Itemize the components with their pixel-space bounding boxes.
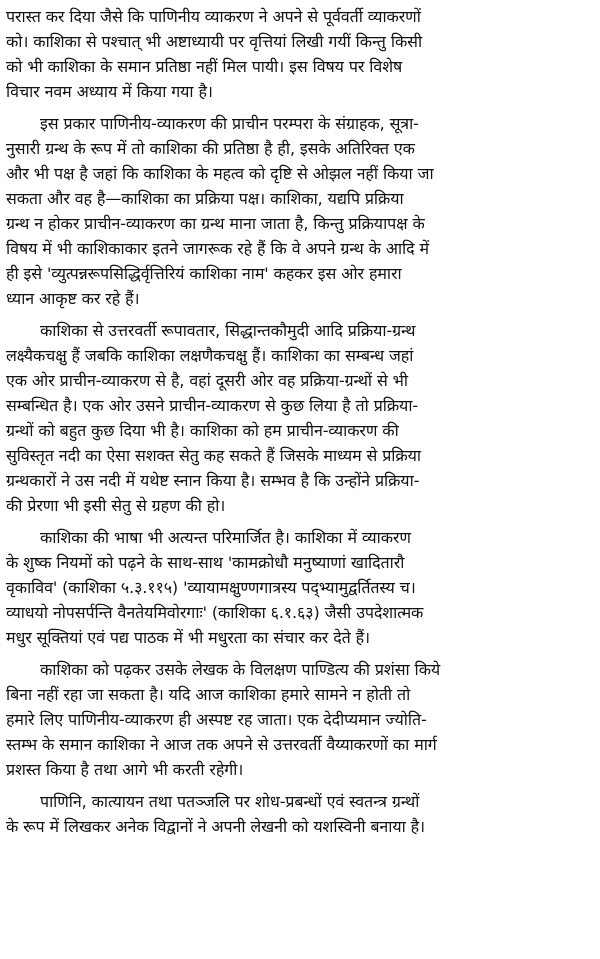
- text-line: परास्त कर दिया जैसे कि पाणिनीय व्याकरण ने अपने से पूर्ववर्ती व्याकरणों: [6, 7, 421, 26]
- text-line: काशिका को पढ़कर उसके लेखक के विलक्षण पाण्डित्य की प्रशंसा किये: [40, 660, 441, 679]
- text-line: व्याधयो नोपसर्पन्ति वैनतेयमिवोरगाः' (काशिका ६.१.६३) जैसी उपदेशात्मक: [6, 603, 424, 622]
- text-line: सकता और वह है—काशिका का प्रक्रिया पक्ष। काशिका, यद्यपि प्रक्रिया: [6, 189, 404, 208]
- paragraph-4: [6, 525, 594, 650]
- text-line: को। काशिका से पश्चात् भी अष्टाध्यायी पर वृत्तियां लिखी गयीं किन्तु किसी: [6, 32, 423, 51]
- paragraph-2: [6, 111, 594, 311]
- text-line: काशिका से उत्तरवर्ती रूपावतार, सिद्धान्तकौमुदी आदि प्रक्रिया-ग्रन्थ: [40, 321, 416, 340]
- paragraph-1: [6, 4, 594, 104]
- text-line: और भी पक्ष है जहां कि काशिका के महत्व को दृष्टि से ओझल नहीं किया जा: [6, 164, 434, 183]
- text-line: ग्रन्थ न होकर प्राचीन-व्याकरण का ग्रन्थ माना जाता है, किन्तु प्रक्रियापक्ष के: [6, 214, 425, 233]
- text-line: काशिका की भाषा भी अत्यन्त परिमार्जित है। काशिका में व्याकरण: [40, 528, 411, 547]
- paragraph-3: [6, 318, 594, 518]
- text-line: ग्रन्थों को बहुत कुछ दिया भी है। काशिका को हम प्राचीन-व्याकरण की: [6, 421, 399, 440]
- text-line: विचार नवम अध्याय में किया गया है।: [6, 82, 213, 101]
- text-line: विषय में भी काशिकाकार इतने जागरूक रहे हैं कि वे अपने ग्रन्थ के आदि में: [6, 239, 430, 258]
- text-line: एक ओर प्राचीन-व्याकरण से है, वहां दूसरी ओर वह प्रक्रिया-ग्रन्थों से भी: [6, 371, 408, 390]
- text-line: मधुर सूक्तियां एवं पद्य पाठक में भी मधुरता का संचार कर देते हैं।: [6, 628, 370, 647]
- text-line: लक्ष्यैकचक्षु हैं जबकि काशिका लक्षणैकचक्षु हैं। काशिका का सम्बन्ध जहां: [6, 346, 414, 365]
- paragraph-6: [6, 789, 594, 839]
- text-line: ध्यान आकृष्ट कर रहे हैं।: [6, 289, 140, 308]
- text-line: इस प्रकार पाणिनीय-व्याकरण की प्राचीन परम्परा के संग्राहक, सूत्रा-: [40, 114, 419, 133]
- text-line: नुसारी ग्रन्थ के रूप में तो काशिका की प्रतिष्ठा है ही, इसके अतिरिक्त एक: [6, 139, 415, 158]
- text-line: को भी काशिका के समान प्रतिष्ठा नहीं मिल पायी। इस विषय पर विशेष: [6, 57, 403, 76]
- text-line: हमारे लिए पाणिनीय-व्याकरण ही अस्पष्ट रह जाता। एक देदीप्यमान ज्योति-: [6, 710, 427, 729]
- text-line: के शुष्क नियमों को पढ़ने के साथ-साथ 'कामक्रोधौ मनुष्याणां खादितारौ: [6, 553, 405, 572]
- text-line: प्रशस्त किया है तथा आगे भी करती रहेगी।: [6, 760, 244, 779]
- text-line: बिना नहीं रहा जा सकता है। यदि आज काशिका हमारे सामने न होती तो: [6, 685, 411, 704]
- text-line: वृकाविव' (काशिका ५.३.११५) 'व्यायामक्षुण्णगात्रस्य पद्भ्यामुद्वर्तितस्य च।: [6, 578, 416, 597]
- text-line: के रूप में लिखकर अनेक विद्वानों ने अपनी लेखनी को यशस्विनी बनाया है।: [6, 817, 426, 836]
- text-line: ग्रन्थकारों ने उस नदी में यथेष्ट स्नान किया है। सम्भव है कि उन्होंने प्रक्रिया-: [6, 471, 420, 490]
- text-line: स्तम्भ के समान काशिका ने आज तक अपने से उत्तरवर्ती वैय्याकरणों का मार्ग: [6, 735, 437, 754]
- text-line: सम्बन्धित है। एक ओर उसने प्राचीन-व्याकरण से कुछ लिया है तो प्रक्रिया-: [6, 396, 419, 415]
- text-line: ही इसे 'व्युत्पन्नरूपसिद्धिर्वृत्तिरियं काशिका नाम' कहकर इस ओर हमारा: [6, 264, 402, 283]
- text-line: सुविस्तृत नदी का ऐसा सशक्त सेतु कह सकते हैं जिसके माध्यम से प्रक्रिया: [6, 446, 421, 465]
- paragraph-5: [6, 657, 594, 782]
- text-line: की प्रेरणा भी इसी सेतु से ग्रहण की हो।: [6, 496, 226, 515]
- text-line: पाणिनि, कात्यायन तथा पतञ्जलि पर शोध-प्रबन्धों एवं स्वतन्त्र ग्रन्थों: [40, 792, 420, 811]
